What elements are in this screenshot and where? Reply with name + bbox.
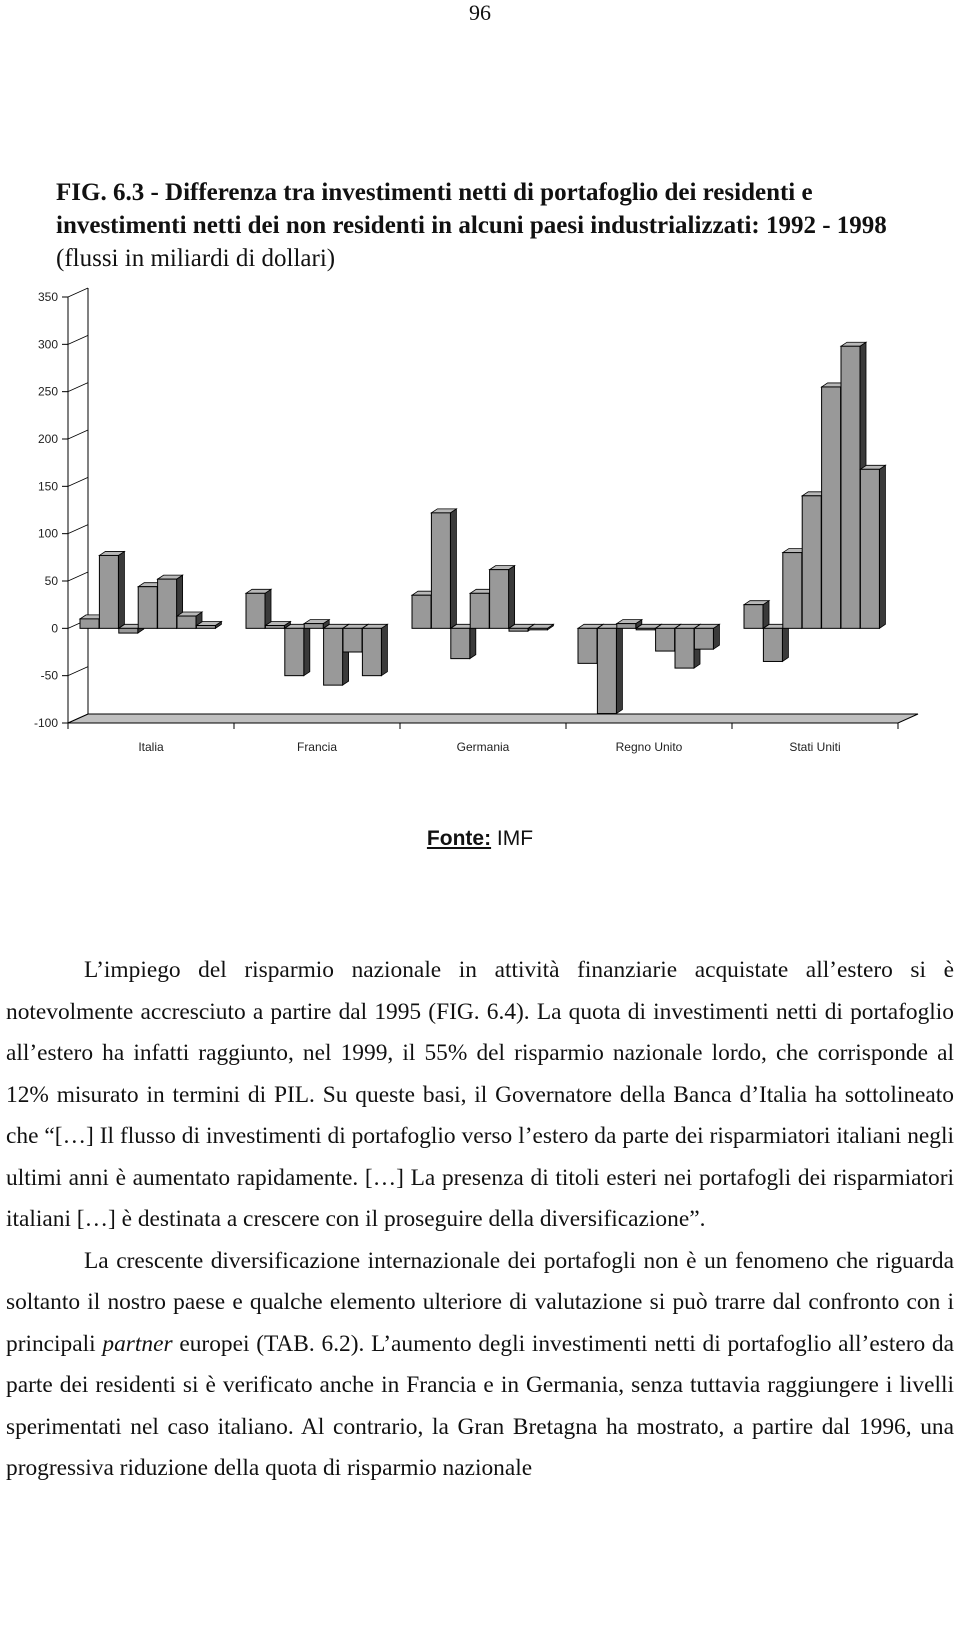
- y-tick-depth: [68, 430, 88, 439]
- x-tick-label: Germania: [456, 740, 510, 754]
- paragraph-2: [6, 1241, 954, 1490]
- bar-side: [763, 601, 769, 629]
- bar-side: [879, 465, 885, 628]
- x-tick-label: Francia: [296, 740, 338, 754]
- figure-title: [56, 176, 936, 275]
- bar: [99, 555, 118, 628]
- bar: [822, 387, 841, 628]
- body-text: [6, 950, 954, 1490]
- bar: [343, 628, 362, 652]
- bar-side: [118, 551, 124, 628]
- bar: [694, 628, 713, 649]
- y-tick-label: 250: [37, 384, 58, 399]
- paragraph-2-part-1: La crescente diversificazione internazionale dei portafogli non è un fenomeno che riguarda soltanto il nostro paese e qualche elemento ulteriore di valutazione si può trarre dal confronto con i principali: [6, 1247, 954, 1357]
- x-tick-label: Regno Unito: [615, 740, 683, 754]
- paragraph-2-italic-word: partner: [102, 1330, 173, 1357]
- bar: [675, 628, 694, 668]
- paragraph-2-part-2: europei (TAB. 6.2). L’aumento degli investimenti netti di portafoglio all’estero da parte dei residenti si è verificato anche in Francia e in Germania, senza tuttavia raggiungere i livelli sperimentati nel caso italiano. Al contrario, la Gran Bretagna ha mostrato, a partire dal 1996, una progressiva riduzione della quota di risparmio nazionale: [6, 1330, 955, 1481]
- bar: [265, 625, 284, 628]
- source-label: Fonte:: [426, 827, 492, 850]
- bar: [177, 616, 196, 628]
- bar: [362, 628, 381, 675]
- bar: [490, 570, 509, 629]
- bar: [783, 553, 802, 629]
- figure-source: [0, 826, 960, 852]
- bar: [158, 579, 177, 628]
- figure-title-bold: FIG. 6.3 - Differenza tra investimenti netti di portafoglio dei residenti e investimenti netti dei non residenti in alcuni paesi industrializzati: 1992 - 1998: [56, 179, 887, 239]
- bar: [285, 628, 304, 675]
- bar: [431, 513, 450, 628]
- y-tick-depth: [68, 335, 88, 344]
- bar-side: [381, 624, 387, 675]
- bar: [119, 628, 138, 633]
- bar: [528, 628, 547, 630]
- y-tick-depth: [68, 477, 88, 486]
- bar-side: [470, 624, 476, 658]
- bar: [860, 469, 879, 628]
- bar: [802, 496, 821, 629]
- x-tick-label: Stati Uniti: [789, 740, 841, 754]
- y-tick-depth: [68, 525, 88, 534]
- y-tick-depth: [68, 572, 88, 581]
- y-tick-label: 100: [37, 526, 58, 541]
- bar: [324, 628, 343, 685]
- bar: [412, 595, 431, 628]
- bar-side: [304, 624, 310, 675]
- y-tick-label: -100: [33, 716, 58, 730]
- bar: [509, 628, 528, 631]
- bar-side: [509, 566, 515, 629]
- bar: [304, 624, 323, 629]
- bar: [841, 346, 860, 628]
- y-tick-label: 300: [37, 337, 58, 352]
- y-tick-depth: [68, 383, 88, 392]
- bar: [246, 593, 265, 628]
- bar: [744, 605, 763, 629]
- source-value: IMF: [496, 827, 534, 850]
- y-tick-label: 50: [44, 574, 58, 588]
- bar-side: [782, 624, 788, 661]
- y-tick-depth: [68, 288, 88, 297]
- bar: [196, 625, 215, 628]
- bar: [617, 624, 636, 629]
- figure-title-units: (flussi in miliardi di dollari): [56, 245, 336, 272]
- paragraph-1: L’impiego del risparmio nazionale in attività finanziarie acquistate all’estero si è notevolmente accresciuto a partire dal 1995 (FIG. 6.4). La quota di investimenti netti di portafoglio all’estero ha infatti raggiunto, nel 1999, il 55% del risparmio nazionale lordo, che corrisponde al 12% misurato in termini di PIL. Su queste basi, il Governatore della Banca d’Italia ha sottolineato che “[…] Il flusso di investimenti di portafoglio verso l’estero da parte dei risparmiatori italiani negli ultimi anni è aumentato rapidamente. […] La presenza di titoli esteri nei portafogli dei risparmiatori italiani […] è destinata a crescere con il proseguire della diversificazione”.: [6, 957, 954, 1232]
- page-number: 96: [469, 0, 491, 25]
- bar: [597, 628, 616, 713]
- bar: [470, 593, 489, 628]
- y-tick-depth: [68, 667, 88, 676]
- bar: [636, 628, 655, 630]
- y-tick-label: 0: [51, 621, 58, 636]
- y-tick-label: 200: [37, 432, 58, 446]
- bar: [80, 619, 99, 628]
- y-tick-label: -50: [40, 668, 58, 683]
- bar: [578, 628, 597, 663]
- bar-side: [450, 509, 456, 628]
- bar: [763, 628, 782, 661]
- bar: [656, 628, 675, 651]
- chart-floor: [68, 714, 918, 723]
- bar-chart: [0, 265, 960, 785]
- y-tick-label: 150: [37, 479, 58, 494]
- x-tick-label: Italia: [138, 740, 164, 754]
- bar-side: [616, 624, 622, 713]
- y-tick-label: 350: [37, 290, 58, 304]
- bar: [138, 587, 157, 629]
- bar: [451, 628, 470, 658]
